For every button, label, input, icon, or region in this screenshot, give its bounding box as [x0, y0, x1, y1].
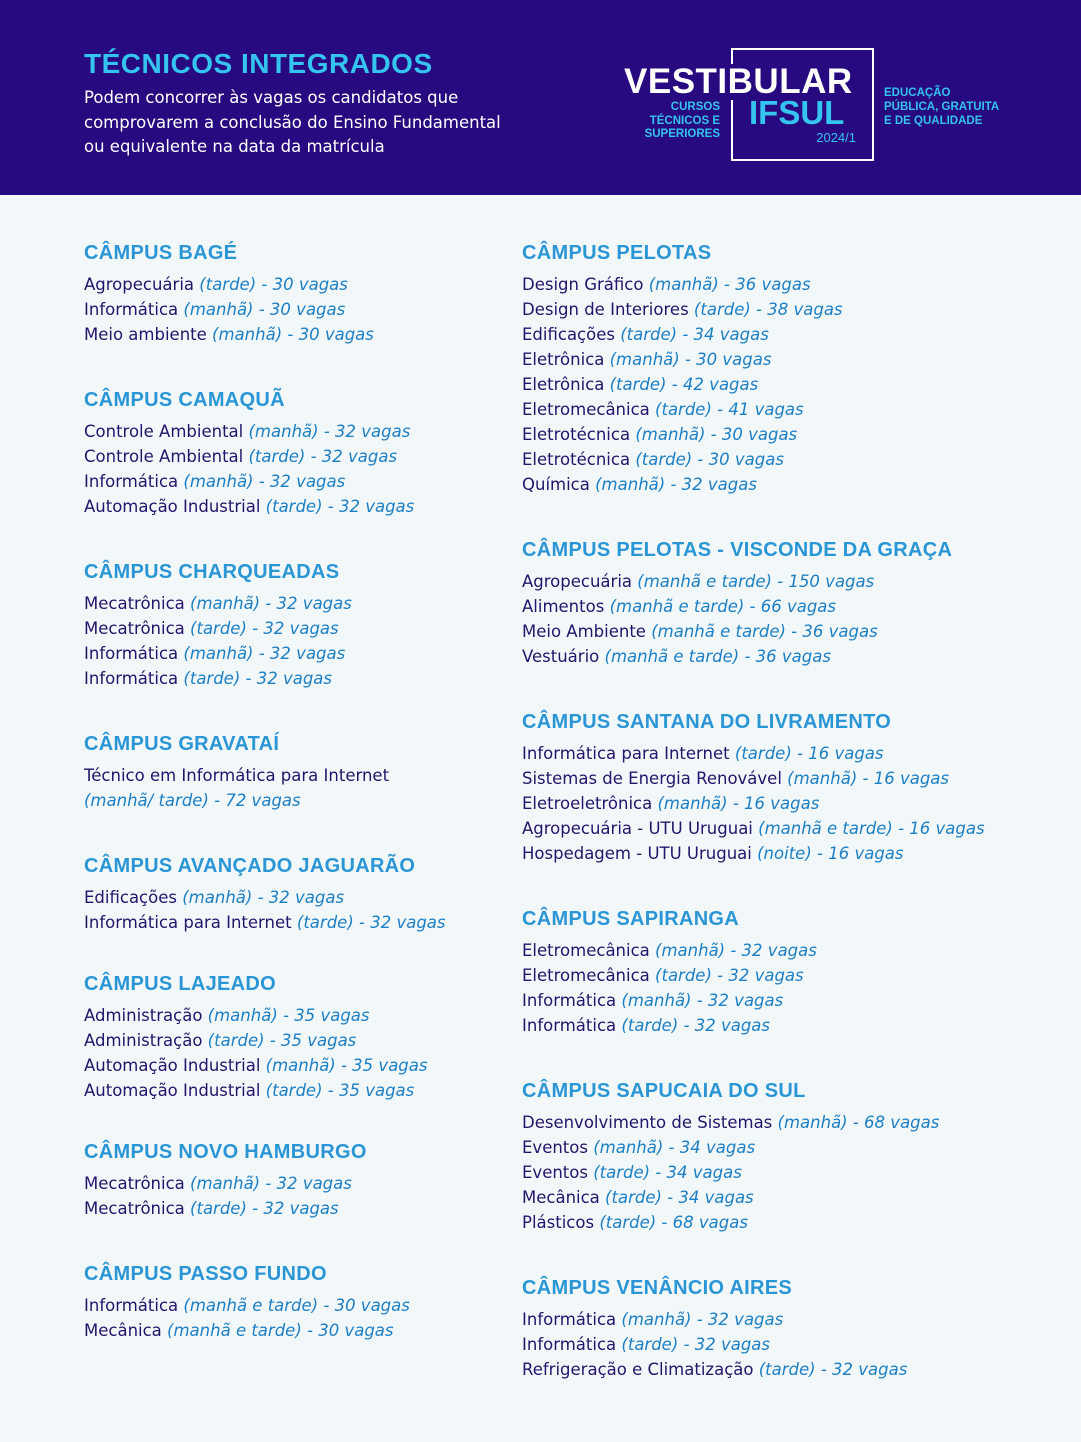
course-name: Sistemas de Energia Renovável — [522, 769, 782, 788]
course-detail: (tarde) - 42 vagas — [609, 375, 759, 394]
campus-name: CÂMPUS GRAVATAÍ — [84, 733, 280, 755]
campus-name: CÂMPUS CHARQUEADAS — [84, 561, 340, 583]
page-title: TÉCNICOS INTEGRADOS — [84, 48, 433, 79]
course-item — [84, 419, 504, 444]
campus-name: CÂMPUS PELOTAS - VISCONDE DA GRAÇA — [522, 539, 953, 561]
campus-section — [84, 971, 504, 1103]
course-detail: (tarde) - 32 vagas — [296, 913, 446, 932]
course-item — [522, 594, 1022, 619]
course-item — [84, 1003, 504, 1028]
course-name: Informática para Internet — [522, 744, 730, 763]
course-name: Informática — [84, 472, 179, 491]
course-item — [84, 272, 504, 297]
campus-section — [84, 240, 504, 347]
campus-section — [522, 537, 1022, 669]
course-item — [522, 816, 1022, 841]
course-item — [522, 841, 1022, 866]
course-name: Edificações — [522, 325, 615, 344]
course-item — [84, 297, 504, 322]
course-detail: (manhã) - 35 vagas — [265, 1056, 428, 1075]
course-name: Mecatrônica — [84, 619, 185, 638]
course-item — [84, 469, 504, 494]
course-item — [84, 910, 504, 935]
course-item — [522, 766, 1022, 791]
course-item — [522, 1307, 1022, 1332]
campus-section — [522, 240, 1022, 497]
course-item — [522, 397, 1022, 422]
course-name: Refrigeração e Climatização — [522, 1360, 754, 1379]
course-name: Desenvolvimento de Sistemas — [522, 1113, 773, 1132]
course-item — [84, 444, 504, 469]
course-detail: (manhã) - 32 vagas — [621, 1310, 784, 1329]
course-item — [522, 297, 1022, 322]
course-name: Informática — [522, 1310, 617, 1329]
course-name: Controle Ambiental — [84, 447, 244, 466]
campus-section — [84, 559, 504, 691]
course-detail: (manhã e tarde) - 30 vagas — [167, 1321, 394, 1340]
campus-name: CÂMPUS SAPIRANGA — [522, 908, 740, 930]
course-name: Eletrotécnica — [522, 425, 631, 444]
campus-name: CÂMPUS CAMAQUÃ — [84, 389, 285, 411]
course-name: Administração — [84, 1006, 203, 1025]
course-item — [522, 1135, 1022, 1160]
campus-name: CÂMPUS VENÂNCIO AIRES — [522, 1277, 793, 1299]
brand-year: 2024/1 — [816, 130, 856, 145]
campus-name: CÂMPUS PASSO FUNDO — [84, 1263, 327, 1285]
course-item — [522, 1210, 1022, 1235]
course-item — [522, 422, 1022, 447]
course-detail: (manhã) - 30 vagas — [609, 350, 772, 369]
course-detail: (tarde) - 34 vagas — [593, 1163, 742, 1182]
course-detail: (manhã) - 30 vagas — [212, 325, 374, 344]
course-name: Edificações — [84, 888, 177, 907]
brand-title: VESTIBULAR — [620, 64, 857, 100]
campus-section — [522, 906, 1022, 1038]
course-detail: (tarde) - 32 vagas — [758, 1360, 908, 1379]
course-detail: (manhã/ tarde) - 72 vagas — [84, 791, 301, 810]
course-item — [522, 988, 1022, 1013]
course-item — [84, 1318, 504, 1343]
course-name: Eletrônica — [522, 375, 605, 394]
left-column — [84, 240, 504, 1343]
course-item — [522, 1110, 1022, 1135]
campus-section — [522, 1275, 1022, 1382]
course-name: Meio ambiente — [84, 325, 207, 344]
course-name: Informática — [84, 1296, 179, 1315]
course-item — [522, 791, 1022, 816]
course-item — [84, 616, 504, 641]
course-detail: (manhã) - 35 vagas — [207, 1006, 370, 1025]
campus-name: CÂMPUS LAJEADO — [84, 973, 276, 995]
course-name: Automação Industrial — [84, 497, 261, 516]
course-name: Informática — [84, 644, 179, 663]
course-name: Eletromecânica — [522, 966, 650, 985]
course-detail: (tarde) - 32 vagas — [190, 619, 339, 638]
course-detail: (manhã) - 30 vagas — [183, 300, 346, 319]
course-name: Meio Ambiente — [522, 622, 646, 641]
course-item — [522, 569, 1022, 594]
campus-section — [84, 853, 504, 935]
course-name: Alimentos — [522, 597, 605, 616]
course-item — [84, 1028, 504, 1053]
course-item — [522, 322, 1022, 347]
course-item — [84, 885, 504, 910]
brand-subtitle: CURSOS TÉCNICOS E SUPERIORES — [644, 101, 720, 140]
campus-name: CÂMPUS PELOTAS — [522, 242, 712, 264]
course-name: Design de Interiores — [522, 300, 689, 319]
course-detail: (tarde) - 38 vagas — [693, 300, 843, 319]
campus-name: CÂMPUS SAPUCAIA DO SUL — [522, 1080, 806, 1102]
course-detail: (manhã e tarde) - 150 vagas — [637, 572, 875, 591]
course-detail: (tarde) - 34 vagas — [605, 1188, 754, 1207]
course-item — [84, 591, 504, 616]
course-item — [84, 494, 504, 519]
course-name: Mecânica — [522, 1188, 600, 1207]
course-item — [522, 1013, 1022, 1038]
course-name: Agropecuária - UTU Uruguai — [522, 819, 753, 838]
course-item — [522, 272, 1022, 297]
course-detail: (tarde) - 32 vagas — [621, 1335, 771, 1354]
course-name: Hospedagem - UTU Uruguai — [522, 844, 752, 863]
course-item — [84, 641, 504, 666]
course-name: Mecatrônica — [84, 594, 185, 613]
campus-name: CÂMPUS SANTANA DO LIVRAMENTO — [522, 711, 892, 733]
campus-name: CÂMPUS NOVO HAMBURGO — [84, 1141, 367, 1163]
course-item — [84, 1293, 504, 1318]
course-detail: (tarde) - 16 vagas — [734, 744, 884, 763]
course-name: Eletromecânica — [522, 400, 650, 419]
course-name: Agropecuária — [522, 572, 633, 591]
course-detail: (tarde) - 35 vagas — [265, 1081, 415, 1100]
course-item — [522, 619, 1022, 644]
course-item — [522, 472, 1022, 497]
course-name: Mecânica — [84, 1321, 162, 1340]
course-item — [522, 644, 1022, 669]
course-item — [522, 741, 1022, 766]
course-item — [522, 1160, 1022, 1185]
campus-section — [522, 1078, 1022, 1235]
course-name: Informática — [84, 669, 179, 688]
course-detail: (tarde) - 34 vagas — [620, 325, 769, 344]
course-name: Informática — [522, 991, 617, 1010]
course-name: Controle Ambiental — [84, 422, 244, 441]
course-name: Eventos — [522, 1163, 588, 1182]
campus-section — [84, 1261, 504, 1343]
course-item — [522, 1185, 1022, 1210]
course-name: Eletromecânica — [522, 941, 650, 960]
course-detail: (noite) - 16 vagas — [757, 844, 904, 863]
course-detail: (tarde) - 41 vagas — [655, 400, 804, 419]
course-detail: (tarde) - 32 vagas — [265, 497, 415, 516]
campus-section — [84, 387, 504, 519]
course-name: Design Gráfico — [522, 275, 644, 294]
course-detail: (manhã) - 32 vagas — [183, 644, 346, 663]
course-name: Vestuário — [522, 647, 600, 666]
course-name: Informática — [84, 300, 179, 319]
course-name: Informática — [522, 1335, 617, 1354]
course-detail: (manhã) - 30 vagas — [635, 425, 798, 444]
course-item — [84, 1171, 504, 1196]
course-detail: (manhã) - 32 vagas — [190, 1174, 352, 1193]
course-detail: (manhã e tarde) - 36 vagas — [604, 647, 831, 666]
campus-name: CÂMPUS AVANÇADO JAGUARÃO — [84, 855, 416, 877]
course-name: Informática para Internet — [84, 913, 292, 932]
course-name: Informática — [522, 1016, 617, 1035]
course-detail: (manhã e tarde) - 30 vagas — [183, 1296, 410, 1315]
course-detail: (tarde) - 32 vagas — [655, 966, 804, 985]
course-detail: (tarde) - 32 vagas — [190, 1199, 339, 1218]
course-detail: (manhã) - 68 vagas — [777, 1113, 940, 1132]
right-column — [522, 240, 1022, 1382]
course-name: Eletrônica — [522, 350, 605, 369]
course-name: Plásticos — [522, 1213, 595, 1232]
course-name: Eventos — [522, 1138, 588, 1157]
course-detail: (manhã) - 32 vagas — [595, 475, 757, 494]
course-item — [84, 763, 414, 813]
page-description: Podem concorrer às vagas os candidatos que comprovarem a conclusão do Ensino Fundamental ou equivalente na data da matrícula — [84, 88, 501, 156]
course-detail: (manhã e tarde) - 16 vagas — [758, 819, 985, 838]
course-name: Eletroeletrônica — [522, 794, 653, 813]
course-item — [522, 963, 1022, 988]
course-detail: (manhã) - 16 vagas — [787, 769, 949, 788]
course-name: Técnico em Informática para Internet — [84, 766, 390, 785]
course-detail: (manhã) - 32 vagas — [183, 472, 346, 491]
campus-section — [522, 709, 1022, 866]
course-name: Mecatrônica — [84, 1174, 185, 1193]
course-item — [84, 1196, 504, 1221]
course-detail: (manhã) - 32 vagas — [655, 941, 817, 960]
course-item — [84, 1053, 504, 1078]
course-name: Mecatrônica — [84, 1199, 185, 1218]
course-name: Automação Industrial — [84, 1056, 261, 1075]
campus-name: CÂMPUS BAGÉ — [84, 242, 238, 264]
course-detail: (manhã) - 32 vagas — [182, 888, 345, 907]
course-item — [522, 347, 1022, 372]
campus-section — [84, 731, 504, 813]
campus-section — [84, 1139, 504, 1221]
brand-name: IFSUL — [749, 94, 845, 131]
course-detail: (tarde) - 35 vagas — [207, 1031, 357, 1050]
course-name: Química — [522, 475, 590, 494]
brand-slogan: EDUCAÇÃO PÚBLICA, GRATUITA E DE QUALIDADE — [884, 87, 999, 127]
course-detail: (manhã) - 36 vagas — [648, 275, 811, 294]
course-detail: (tarde) - 32 vagas — [248, 447, 398, 466]
course-detail: (tarde) - 32 vagas — [183, 669, 333, 688]
course-name: Agropecuária — [84, 275, 195, 294]
course-detail: (tarde) - 32 vagas — [621, 1016, 771, 1035]
course-item — [522, 372, 1022, 397]
course-detail: (manhã e tarde) - 66 vagas — [609, 597, 837, 616]
course-detail: (manhã) - 32 vagas — [190, 594, 352, 613]
course-item — [84, 1078, 504, 1103]
course-item — [522, 1357, 1022, 1382]
header-banner — [0, 0, 1081, 195]
course-item — [522, 938, 1022, 963]
course-detail: (tarde) - 30 vagas — [635, 450, 784, 469]
course-detail: (tarde) - 68 vagas — [599, 1213, 748, 1232]
course-name: Administração — [84, 1031, 203, 1050]
course-detail: (manhã) - 34 vagas — [593, 1138, 756, 1157]
course-detail: (manhã e tarde) - 36 vagas — [651, 622, 878, 641]
course-detail: (manhã) - 16 vagas — [657, 794, 820, 813]
course-detail: (tarde) - 30 vagas — [199, 275, 348, 294]
course-item — [522, 1332, 1022, 1357]
course-detail: (manhã) - 32 vagas — [621, 991, 784, 1010]
course-item — [522, 447, 1022, 472]
course-item — [84, 666, 504, 691]
course-name: Eletrotécnica — [522, 450, 631, 469]
course-item — [84, 322, 504, 347]
course-detail: (manhã) - 32 vagas — [248, 422, 411, 441]
course-name: Automação Industrial — [84, 1081, 261, 1100]
